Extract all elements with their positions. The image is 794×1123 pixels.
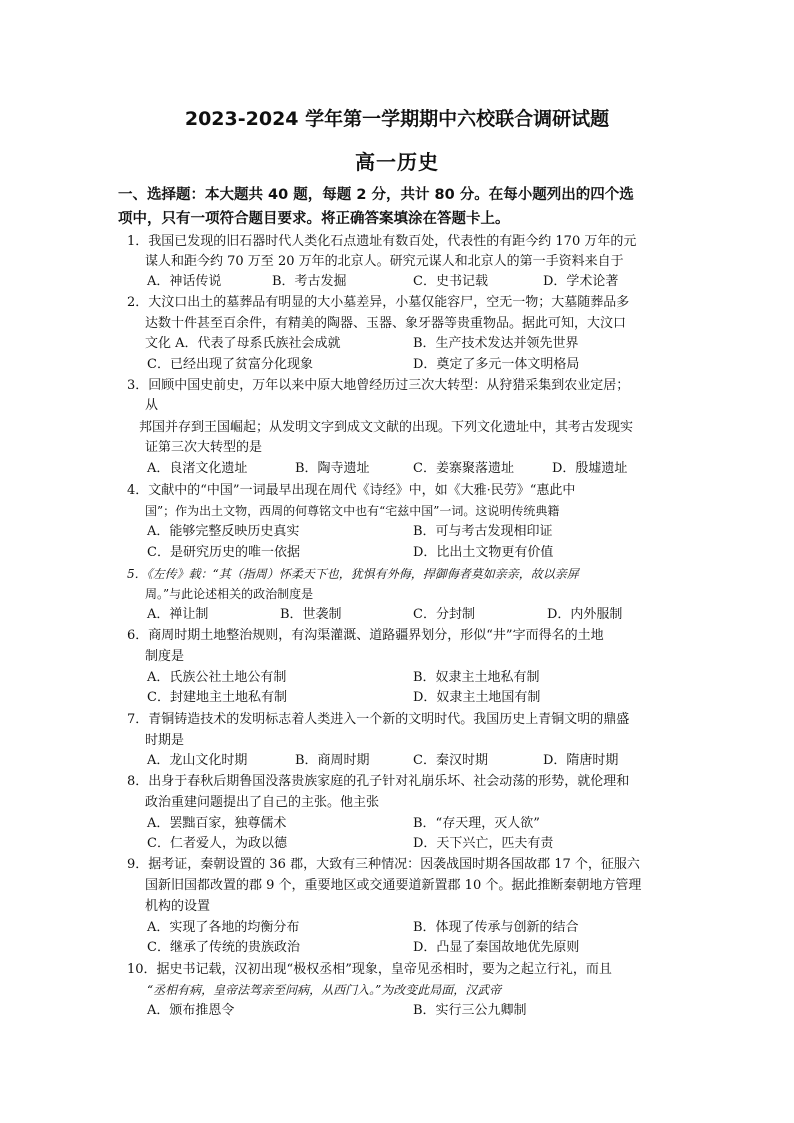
question-9-option-d: D．凸显了秦国故地优先原则: [413, 940, 580, 955]
question-5-option-b: B．世袭制: [280, 607, 342, 622]
question-7-line-1: 7．青铜铸造技术的发明标志着人类进入一个新的文明时代。我国历史上青铜文明的鼎盛: [127, 712, 630, 727]
question-8-option-a: A．罢黜百家，独尊儒术: [147, 816, 287, 831]
question-9-line-3: 机构的设置: [145, 899, 211, 914]
question-3-line-3: 邦国并存到王国崛起；从发明文字到成文文献的出现。下列文化遗址中，其考古发现实: [139, 420, 634, 435]
question-3-option-a: A．良渚文化遗址: [147, 461, 248, 476]
question-3-option-c: C．姜寨聚落遗址: [413, 461, 514, 476]
exam-title: 2023-2024 学年第一学期期中六校联合调研试题: [184, 108, 610, 130]
question-10-line-2: “丞相有病，皇帝法驾亲至问病，从西门入。”为改变此局面，汉武帝: [147, 983, 502, 997]
question-5-option-d: D．内外服制: [547, 607, 623, 622]
question-1-option-c: C．史书记载: [413, 274, 488, 289]
question-1-option-b: B．考古发掘: [272, 274, 347, 289]
question-4-option-b: B．可与考古发现相印证: [413, 524, 553, 539]
question-5-option-c: C．分封制: [413, 607, 475, 622]
question-8-option-c: C．仁者爱人，为政以德: [147, 836, 287, 851]
question-10-option-a: A．颁布推恩令: [147, 1003, 235, 1018]
question-4-option-d: D．比出土文物更有价值: [413, 545, 554, 560]
question-4-line-2: 国”；作为出土文物，西周的何尊铭文中也有“宅兹中国”一词。这说明传统典籍: [145, 504, 560, 518]
question-8-option-d: D．天下兴亡，匹夫有责: [413, 836, 554, 851]
question-6-line-1: 6．商周时期土地整治规则，有沟渠灌溉、道路疆界划分，形似“井”字而得名的土地: [127, 628, 604, 643]
question-3-line-4: 证第三次大转型的是: [145, 440, 263, 455]
question-8-line-1: 8．出身于春秋后期鲁国没落贵族家庭的孔子针对礼崩乐坏、社会动荡的形势，就伦理和: [127, 774, 630, 789]
question-2-option-b: B．生产技术发达并领先世界: [413, 336, 579, 351]
question-4-line-1: 4．文献中的“中国”一词最早出现在周代《诗经》中，如《大雅·民劳》“惠此中: [127, 483, 576, 498]
question-1-line-1: 1．我国已发现的旧石器时代人类化石点遗址有数百处，代表性的有距今约 170 万年的元: [127, 234, 637, 249]
question-9-option-b: B．体现了传承与创新的结合: [413, 920, 579, 935]
question-1-option-d: D．学术论著: [543, 274, 619, 289]
question-10-line-1: 10．据史书记载，汉初出现“极权丞相”现象，皇帝见丞相时，要为之起立行礼，而且: [127, 962, 612, 977]
question-2-option-d: D．奠定了多元一体文明格局: [413, 357, 580, 372]
exam-subject: 高一历史: [355, 150, 439, 174]
question-2-line-2: 达数十件甚至百余件，有精美的陶器、玉器、象牙器等贵重物品。据此可知，大汶口: [145, 316, 627, 331]
question-2-line-3: 文化 A．代表了母系氏族社会成就: [145, 336, 341, 351]
question-9-option-a: A．实现了各地的均衡分布: [147, 920, 300, 935]
question-6-line-2: 制度是: [145, 649, 185, 664]
section-instructions-line-1: 一、选择题：本大题共 40 题，每题 2 分，共计 80 分。在每小题列出的四个选: [118, 187, 634, 203]
question-2-line-1: 2．大汶口出土的墓葬品有明显的大小墓差异，小墓仅能容尸，空无一物；大墓随葬品多: [127, 295, 630, 310]
question-4-option-c: C．是研究历史的唯一依据: [147, 545, 300, 560]
question-6-option-d: D．奴隶主土地国有制: [413, 690, 541, 705]
question-2-option-c: C．已经出现了贫富分化现象: [147, 357, 313, 372]
question-6-option-c: C．封建地主土地私有制: [147, 690, 287, 705]
question-7-line-2: 时期是: [145, 733, 185, 748]
question-7-option-b: B．商周时期: [295, 753, 370, 768]
question-6-option-b: B．奴隶主土地私有制: [413, 670, 540, 685]
question-10-option-b: B．实行三公九卿制: [413, 1003, 527, 1018]
question-8-line-2: 政治重建问题提出了自己的主张。他主张: [145, 795, 380, 810]
question-9-option-c: C．继承了传统的贵族政治: [147, 940, 300, 955]
question-1-line-2: 谋人和距今约 70 万至 20 万年的北京人。研究元谋人和北京人的第一手资料来自于: [145, 254, 624, 269]
question-4-option-a: A．能够完整反映历史真实: [147, 524, 300, 539]
question-7-option-a: A．龙山文化时期: [147, 753, 248, 768]
question-3-option-d: D．殷墟遗址: [552, 461, 628, 476]
question-3-line-1: 3．回顾中国史前史，万年以来中原大地曾经历过三次大转型：从狩猎采集到农业定居；: [127, 378, 630, 393]
question-5-line-2: 周。”与此论述相关的政治制度是: [145, 587, 314, 601]
question-8-option-b: B．“存天理，灭人欲”: [413, 816, 540, 831]
question-7-option-c: C．秦汉时期: [413, 753, 488, 768]
section-instructions-line-2: 项中，只有一项符合题目要求。将正确答案填涂在答题卡上。: [118, 211, 510, 227]
question-7-option-d: D．隋唐时期: [543, 753, 619, 768]
question-5-option-a: A．禅让制: [147, 607, 209, 622]
question-9-line-2: 国新旧国都改置的郡 9 个，重要地区或交通要道新置郡 10 个。据此推断秦朝地方管理: [145, 878, 642, 893]
question-6-option-a: A．氏族公社土地公有制: [147, 670, 287, 685]
question-3-line-2: 从: [145, 398, 159, 413]
question-5-line-1: 5．《左传》载：“其（指周）怀柔天下也，犹惧有外侮，捍御侮者莫如亲亲，故以亲屏: [127, 567, 579, 581]
question-9-line-1: 9．据考证，秦朝设置的 36 郡，大致有三种情况：因袭战国时期各国故郡 17 个，征服六: [127, 857, 640, 872]
question-3-option-b: B．陶寺遗址: [295, 461, 370, 476]
question-1-option-a: A．神话传说: [147, 274, 222, 289]
